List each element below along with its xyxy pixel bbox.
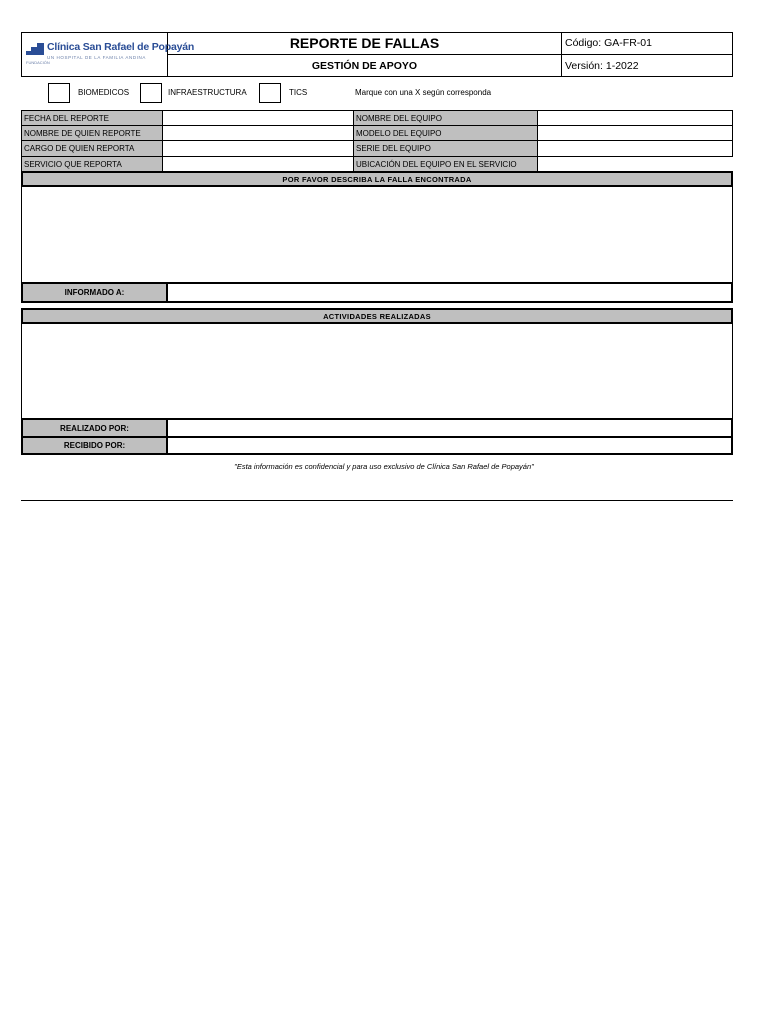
field-label-nombre-reporte: NOMBRE DE QUIEN REPORTE — [21, 125, 163, 141]
field-input-fecha[interactable] — [162, 110, 354, 126]
activities-description-area[interactable] — [21, 324, 733, 420]
field-input-cargo[interactable] — [162, 140, 354, 157]
checkbox-tics[interactable] — [259, 83, 281, 103]
checkbox-instruction: Marque con una X según corresponda — [355, 88, 492, 97]
clinic-name: Clínica San Rafael de Popayán — [47, 41, 195, 53]
field-label-modelo-equipo: MODELO DEL EQUIPO — [353, 125, 538, 141]
field-label-nombre-equipo: NOMBRE DEL EQUIPO — [353, 110, 538, 126]
fault-section-title: POR FAVOR DESCRIBA LA FALLA ENCONTRADA — [21, 171, 733, 187]
confidentiality-note: "Esta información es confidencial y para uso exclusivo de Clínica San Rafael de Popayán" — [234, 462, 534, 471]
field-label-cargo: CARGO DE QUIEN REPORTA — [21, 140, 163, 157]
received-by-input[interactable] — [166, 436, 733, 455]
checkbox-biomedicos[interactable] — [48, 83, 70, 103]
checkbox-label-biomedicos: BIOMEDICOS — [78, 88, 130, 97]
field-input-ubicacion-equipo[interactable] — [537, 156, 733, 172]
field-label-fecha: FECHA DEL REPORTE — [21, 110, 163, 126]
form-code: Código: GA-FR-01 — [562, 32, 733, 55]
clinic-tagline: UN HOSPITAL DE LA FAMILIA ANDINA — [47, 55, 146, 60]
form-subtitle: GESTIÓN DE APOYO — [168, 55, 562, 77]
field-input-nombre-reporte[interactable] — [162, 125, 354, 141]
informed-to-input[interactable] — [166, 282, 733, 303]
logo-cell — [21, 32, 195, 77]
field-input-nombre-equipo[interactable] — [537, 110, 733, 126]
clinic-logo-icon — [26, 42, 44, 58]
checkbox-infraestructura[interactable] — [140, 83, 162, 103]
field-label-ubicacion-equipo: UBICACIÓN DEL EQUIPO EN EL SERVICIO — [353, 156, 538, 172]
checkbox-label-infraestructura: INFRAESTRUCTURA — [168, 88, 247, 97]
checkbox-label-tics: TICS — [289, 88, 308, 97]
field-label-serie-equipo: SERIE DEL EQUIPO — [353, 140, 538, 157]
activities-section-title: ACTIVIDADES REALIZADAS — [21, 308, 733, 324]
field-input-modelo-equipo[interactable] — [537, 125, 733, 141]
footer-divider — [21, 500, 733, 501]
performed-by-label: REALIZADO POR: — [21, 418, 168, 438]
form-title: REPORTE DE FALLAS — [168, 32, 562, 55]
fault-description-area[interactable] — [21, 187, 733, 283]
performed-by-input[interactable] — [166, 418, 733, 438]
informed-to-label: INFORMADO A: — [21, 282, 168, 303]
field-input-serie-equipo[interactable] — [537, 140, 733, 157]
field-input-servicio[interactable] — [162, 156, 354, 172]
field-label-servicio: SERVICIO QUE REPORTA — [21, 156, 163, 172]
form-version: Versión: 1-2022 — [565, 60, 639, 72]
clinic-small-text: FUNDACIÓN — [26, 60, 50, 65]
received-by-label: RECIBIDO POR: — [21, 436, 168, 455]
